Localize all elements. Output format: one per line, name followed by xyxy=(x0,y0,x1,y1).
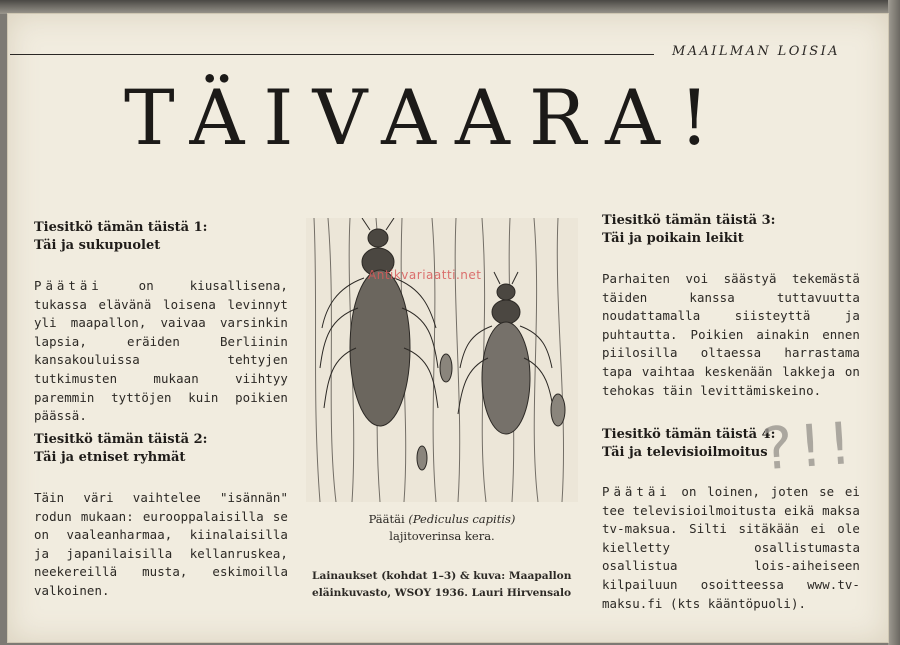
section-4-heading-line-2: Täi ja televisioilmoitus xyxy=(602,445,768,460)
lice-illustration xyxy=(306,218,578,502)
section-1-heading-line-2: Täi ja sukupuolet xyxy=(34,238,161,253)
background-edge-right xyxy=(888,0,900,645)
watermark: Antikvariaatti.net xyxy=(368,268,482,282)
caption-line-2: lajitoverinsa kera. xyxy=(389,529,495,543)
section-1-lead: Päätäi xyxy=(34,278,103,293)
series-title: MAAILMAN LOISIA xyxy=(672,44,840,59)
background-edge-top xyxy=(0,0,900,14)
section-3-heading-line-1: Tiesitkö tämän täistä 3: xyxy=(602,213,776,228)
illustration-caption xyxy=(306,511,578,545)
section-1-heading-line-1: Tiesitkö tämän täistä 1: xyxy=(34,220,208,235)
section-1-heading xyxy=(34,219,207,255)
handwritten-mark: ?!! xyxy=(759,408,860,484)
main-title: TÄIVAARA! xyxy=(124,73,729,162)
section-3-heading-line-2: Täi ja poikain leikit xyxy=(602,231,744,246)
section-1-body xyxy=(34,277,288,426)
caption-line-1: Päätäi (Pediculus capitis) xyxy=(368,512,516,526)
section-1-text: on kiusallisena, tukassa elävänä loisena levinnyt yli maapallon, vaivaa varsinkin lapsia, eräiden Berliinin kansakouluissa tehtyjen tutkimusten mukaan viihtyy paremmin tyttöjen kuin poikien päässä. xyxy=(34,278,288,424)
header-rule xyxy=(10,54,654,55)
section-2-heading xyxy=(34,431,207,467)
section-4-lead: Päätäi xyxy=(602,484,671,499)
caption-latin-name: (Pediculus capitis) xyxy=(408,512,516,526)
section-2-body: Täin väri vaihtelee "isännän" rodun mukaan: eurooppalaisilla se on vaaleanharmaa, kiinalaisilla ja japanilaisilla kellanruskea, neekereillä musta, eskimoilla valkoinen. xyxy=(34,490,288,598)
section-4-heading-line-1: Tiesitkö tämän täistä 4: xyxy=(602,427,776,442)
credits-text: Lainaukset (kohdat 1–3) & kuva: Maapallon eläinkuvasto, WSOY 1936. Lauri Hirvensalo xyxy=(312,570,572,599)
section-3-body: Parhaiten voi säästyä tekemästä täiden kanssa tuttavuutta noudattamalla siisteyttä ja puhtautta. Poikien ainakin ennen piilosilla oltaessa harrastama tapa vaihtaa keskenään lakkeja on tehokas täin levittämiskeino. xyxy=(602,271,860,398)
section-4-body xyxy=(602,483,860,613)
section-2-heading-line-2: Täi ja etniset ryhmät xyxy=(34,450,186,465)
section-4-heading xyxy=(602,426,775,462)
section-3-heading xyxy=(602,212,775,248)
section-2-heading-line-1: Tiesitkö tämän täistä 2: xyxy=(34,432,208,447)
section-4-text: on loinen, joten se ei tee televisioilmoitusta eikä maksa tv-maksua. Silti sitäkään ei ole kielletty osallistumasta osallistua lois-aiheiseen kilpailuun osoitteessa www.tv-maksu.fi (kts kääntöpuoli). xyxy=(602,484,860,611)
